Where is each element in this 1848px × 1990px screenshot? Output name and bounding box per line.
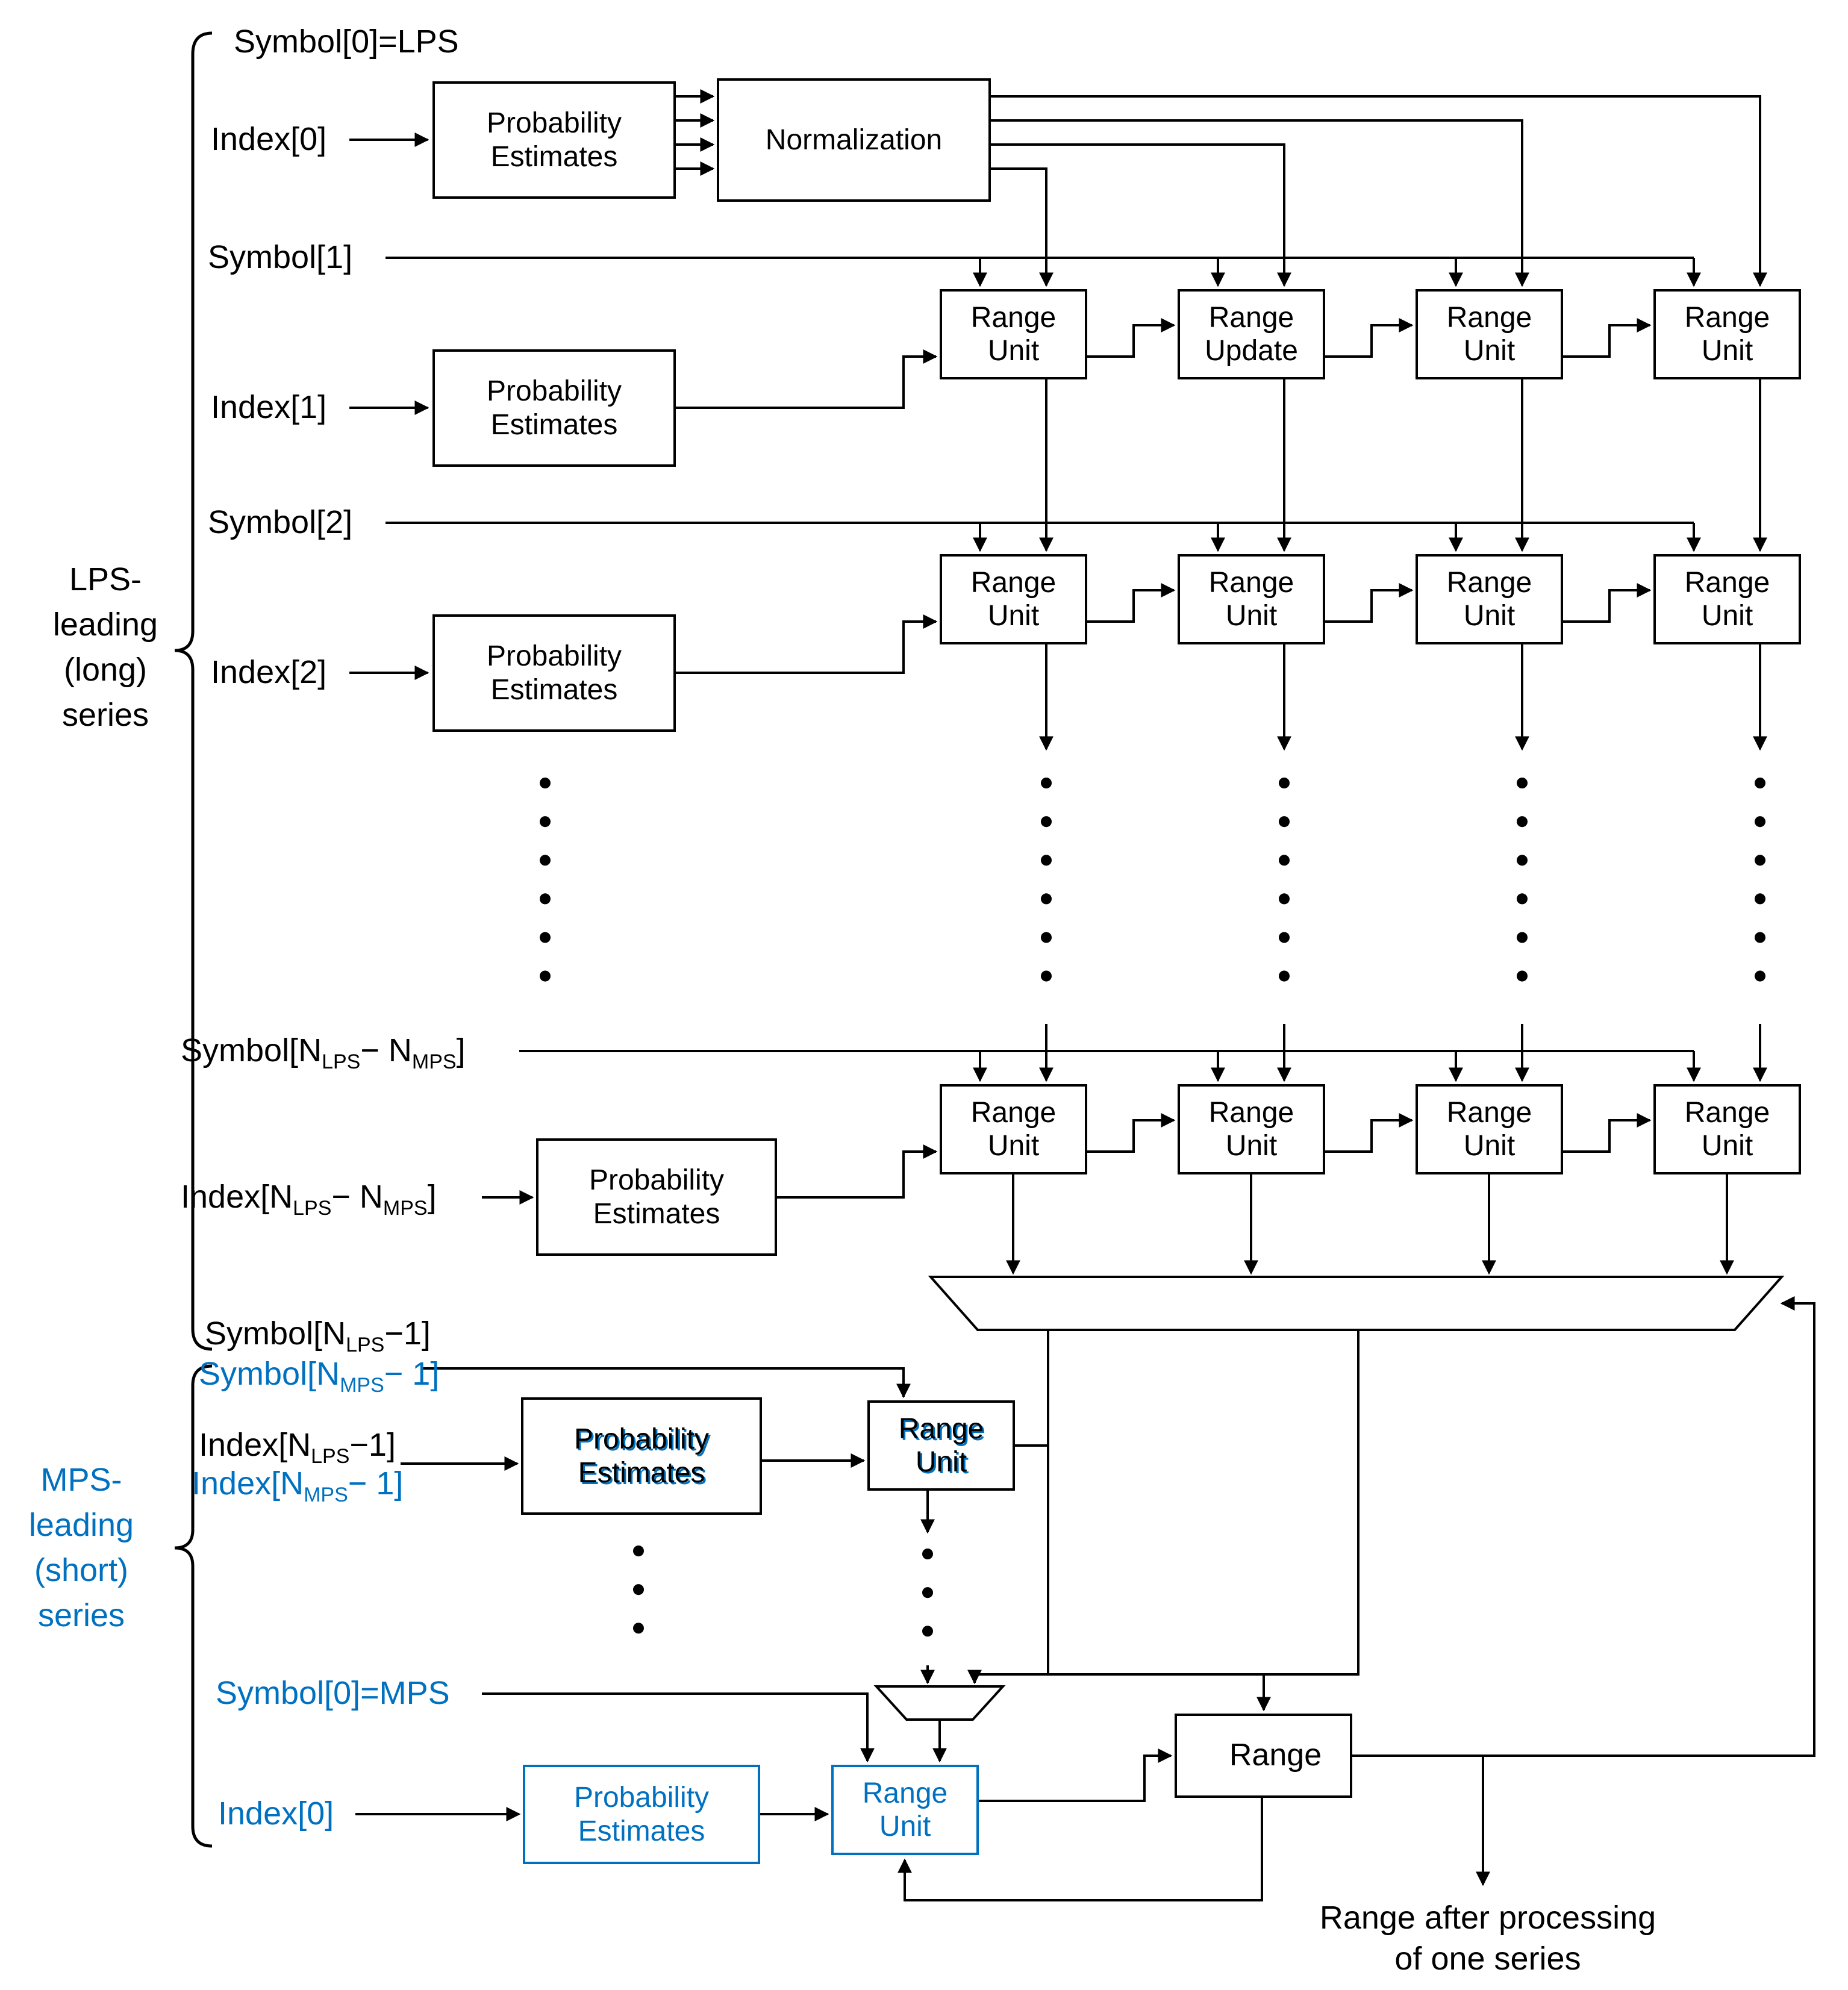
symbol-n-p3: ] — [456, 1032, 466, 1068]
ru-rnc2-l1: Range — [1208, 1096, 1294, 1129]
ru-r2c3-l2: Unit — [1463, 600, 1516, 632]
label-symbol-nmps1 — [199, 1356, 439, 1397]
ru-rnc2-l2: Unit — [1225, 1130, 1278, 1162]
range-unit-rnc2 — [1178, 1084, 1325, 1174]
label-symbol-n — [181, 1033, 466, 1073]
symbol-n-p1: Symbol[N — [181, 1032, 322, 1068]
range-unit-r1c4 — [1653, 289, 1801, 379]
ru-rnc1-l1: Range — [970, 1096, 1057, 1129]
range-unit-mixed — [867, 1400, 1015, 1491]
symbol-nlps1-p2: −1] — [384, 1315, 431, 1352]
index-n-s1: LPS — [293, 1196, 332, 1220]
index-nmps1-p1: Index[N — [192, 1465, 304, 1502]
label-index-nlps1 — [199, 1427, 396, 1468]
symbol-n-p2: − N — [360, 1032, 412, 1068]
lps-line4: series — [61, 697, 149, 733]
pe2-line2: Estimates — [490, 673, 618, 706]
lps-line2: leading — [52, 607, 158, 643]
brace-lps — [175, 33, 212, 1349]
symbol-nlps1-s1: LPS — [346, 1333, 385, 1356]
rumps-l1: Range — [862, 1777, 948, 1809]
range-register-label: Range — [1229, 1738, 1322, 1773]
symbol-nmps1-s1: MPS — [340, 1373, 384, 1397]
ru-r1c1-l1: Range — [970, 301, 1057, 334]
ru-r1c4-l1: Range — [1684, 301, 1770, 334]
index-nmps1-p2: − 1] — [348, 1465, 404, 1502]
ru-rnc3-l1: Range — [1446, 1096, 1532, 1129]
output-line2: of one series — [1394, 1941, 1581, 1977]
symbol-n-s1: LPS — [322, 1050, 361, 1073]
probability-estimates-box-2 — [432, 614, 676, 732]
ru-r1c3-l1: Range — [1446, 301, 1532, 334]
probability-estimates-box-0 — [432, 81, 676, 199]
mps-line4: series — [37, 1597, 125, 1633]
pemps-line2: Estimates — [578, 1815, 705, 1847]
mps-line2: leading — [28, 1507, 134, 1543]
label-index0-mps: Index[0] — [218, 1795, 334, 1832]
range-register — [1175, 1714, 1352, 1798]
ru-rnc3-l2: Unit — [1463, 1130, 1516, 1162]
ru-r2c1-l1: Range — [970, 566, 1057, 599]
index-n-p3: ] — [427, 1179, 437, 1215]
ru-r1c3-l2: Unit — [1463, 335, 1516, 367]
rumix-l2: Unit — [915, 1446, 967, 1478]
range-unit-rnc3 — [1416, 1084, 1563, 1174]
label-symbol0-mps: Symbol[0]=MPS — [216, 1675, 450, 1711]
ru-r2c3-l1: Range — [1446, 566, 1532, 599]
ru-r2c4-l1: Range — [1684, 566, 1770, 599]
pen-line2: Estimates — [593, 1197, 720, 1230]
label-symbol2: Symbol[2] — [208, 504, 353, 540]
index-nmps1-s1: MPS — [304, 1483, 348, 1506]
ru-r2c2-l2: Unit — [1225, 600, 1278, 632]
symbol-nmps1-p2: − 1] — [384, 1356, 440, 1392]
label-index1: Index[1] — [211, 389, 327, 425]
pemps-line1: Probability — [573, 1782, 710, 1814]
output-line1: Range after processing — [1319, 1900, 1656, 1936]
ru-rnc1-l2: Unit — [987, 1130, 1040, 1162]
range-unit-r2c1 — [940, 554, 1087, 644]
symbol-n-s2: MPS — [411, 1050, 457, 1073]
range-unit-r2c2 — [1178, 554, 1325, 644]
label-mps-series — [9, 1458, 154, 1638]
index-nlps1-p1: Index[N — [199, 1427, 311, 1463]
probability-estimates-box-1 — [432, 349, 676, 467]
label-index0: Index[0] — [211, 121, 327, 157]
index-n-p2: − N — [331, 1179, 383, 1215]
symbol-nmps1-p1: Symbol[N — [199, 1356, 340, 1392]
range-unit-rnc4 — [1653, 1084, 1801, 1174]
pe0-line2: Estimates — [490, 140, 618, 173]
range-unit-r2c3 — [1416, 554, 1563, 644]
ru-r2c1-l2: Unit — [987, 600, 1040, 632]
range-update-box — [1178, 289, 1325, 379]
label-index-nmps1 — [192, 1466, 403, 1506]
label-symbol1: Symbol[1] — [208, 239, 353, 275]
pe2-line1: Probability — [486, 640, 622, 673]
probability-estimates-box-mixed — [521, 1397, 762, 1515]
rumps-l2: Unit — [879, 1811, 931, 1842]
range-unit-r1c1 — [940, 289, 1087, 379]
index-nlps1-s1: LPS — [311, 1444, 350, 1468]
index-nlps1-p2: −1] — [349, 1427, 396, 1463]
mps-line3: (short) — [34, 1552, 128, 1588]
ru-r2c2-l1: Range — [1208, 566, 1294, 599]
index-n-p1: Index[N — [181, 1179, 293, 1215]
normalization-box — [717, 78, 991, 202]
lps-line3: (long) — [63, 652, 148, 688]
mps-line1: MPS- — [40, 1462, 122, 1498]
small-mux-trapezoid — [876, 1686, 1003, 1720]
pe1-line2: Estimates — [490, 408, 618, 441]
label-symbol0-lps: Symbol[0]=LPS — [234, 23, 459, 60]
pe0-line1: Probability — [486, 107, 622, 140]
rumix-l1: Range — [898, 1412, 984, 1445]
index-n-s2: MPS — [382, 1196, 428, 1220]
symbol-nlps1-p1: Symbol[N — [205, 1315, 346, 1352]
pe1-line1: Probability — [486, 375, 622, 408]
label-lps-series — [33, 557, 178, 738]
ru-r1c4-l2: Unit — [1701, 335, 1753, 367]
label-index2: Index[2] — [211, 654, 327, 690]
range-unit-r1c3 — [1416, 289, 1563, 379]
probability-estimates-box-mps — [523, 1765, 760, 1864]
range-unit-r2c4 — [1653, 554, 1801, 644]
label-index-n — [181, 1179, 437, 1220]
probability-estimates-box-n — [536, 1138, 777, 1256]
label-symbol-nlps1 — [205, 1316, 431, 1356]
pemix-line2: Estimates — [578, 1456, 705, 1489]
mux-trapezoid — [931, 1277, 1782, 1330]
ru-r1c2-l1: Range — [1208, 301, 1294, 334]
ru-r1c1-l2: Unit — [987, 335, 1040, 367]
ru-rnc4-l1: Range — [1684, 1096, 1770, 1129]
normalization-label: Normalization — [765, 123, 943, 156]
range-unit-mps — [831, 1765, 979, 1855]
pen-line1: Probability — [588, 1164, 725, 1197]
range-unit-rnc1 — [940, 1084, 1087, 1174]
lps-line1: LPS- — [69, 561, 142, 597]
ru-r2c4-l2: Unit — [1701, 600, 1753, 632]
label-output-range — [1229, 1897, 1747, 1979]
ru-r1c2-l2: Update — [1205, 335, 1298, 367]
ru-rnc4-l2: Unit — [1701, 1130, 1753, 1162]
pemix-line1: Probability — [573, 1423, 710, 1456]
